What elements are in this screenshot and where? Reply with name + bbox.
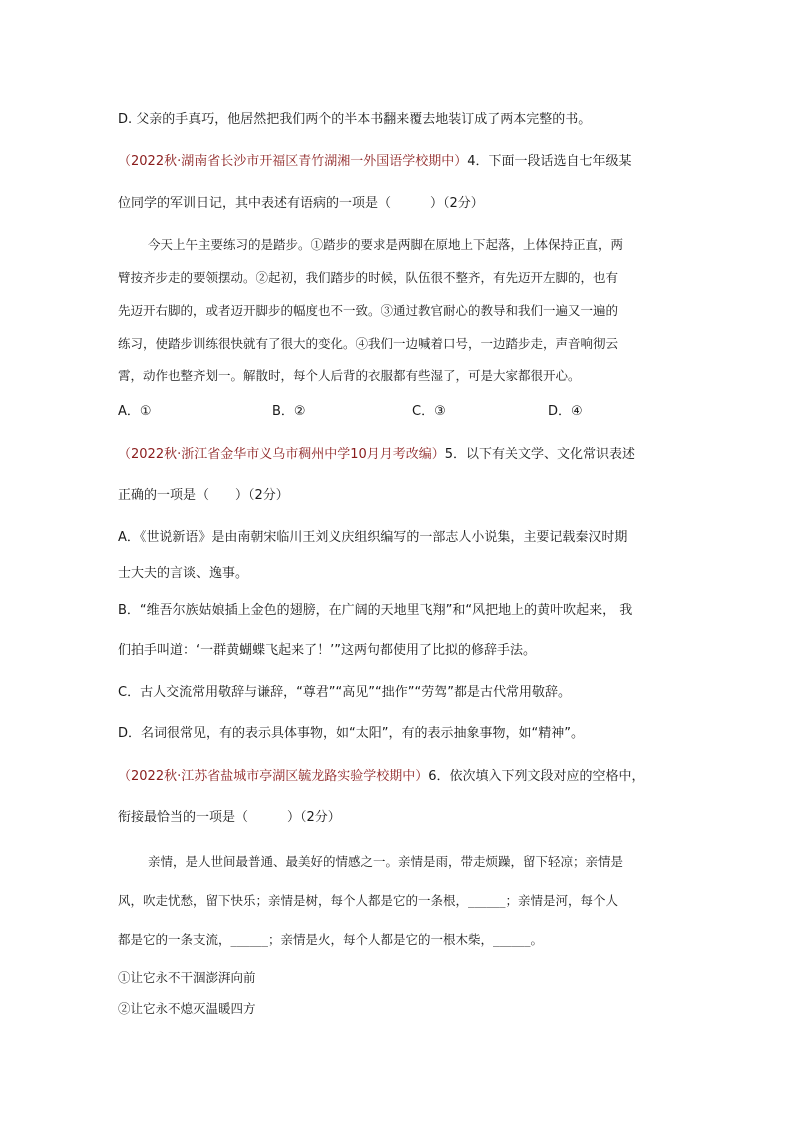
q4-passage-line: 今天上午主要练习的是踏步。①踏步的要求是两脚在原地上下起落，上体保持正直，两 bbox=[148, 237, 624, 252]
q6-passage-line: 亲情，是人世间最普通、最美好的情感之一。亲情是雨，带走烦躁，留下轻凉；亲情是 bbox=[148, 854, 624, 869]
q4-passage-line: 先迈开右脚的，或者迈开脚步的幅度也不一致。③通过教官耐心的教导和我们一遍又一遍的 bbox=[118, 303, 619, 318]
q5-option-a-cont: 士大夫的言谈、逸事。 bbox=[118, 566, 249, 581]
q5-stem-2: 正确的一项是（ ）（2分） bbox=[118, 488, 289, 503]
q4-option-c: C．③ bbox=[412, 404, 446, 419]
q5-option-b: B．“维吾尔族姑娘插上金色的翅膀，在广阔的天地里飞翔”和“风把地上的黄叶吹起来， 我 bbox=[118, 603, 633, 618]
question-5-heading bbox=[118, 443, 635, 462]
q4-passage-line: 霄，动作也整齐划一。解散时，每个人后背的衣服都有些湿了，可是大家都很开心。 bbox=[118, 368, 581, 383]
q6-passage-line: 都是它的一条支流，______；亲情是火，每个人都是它的一根木柴，______。 bbox=[118, 932, 544, 947]
q3-option-d: D. 父亲的手真巧，他居然把我们两个的半本书翻来覆去地装订成了两本完整的书。 bbox=[118, 112, 592, 127]
q5-option-d: D．名词很常见，有的表示具体事物，如“太阳”，有的表示抽象事物，如“精神”。 bbox=[118, 726, 584, 741]
q4-passage-line: 臂按齐步走的要领摆动。②起初，我们踏步的时候，队伍很不整齐，有先迈开左脚的，也有 bbox=[118, 270, 619, 285]
q4-stem-1: 4．下面一段话选自七年级某 bbox=[467, 154, 632, 169]
question-4-heading bbox=[118, 150, 632, 169]
q4-option-b: B．② bbox=[272, 404, 306, 419]
q4-option-d: D．④ bbox=[548, 404, 583, 419]
q5-option-c: C．古人交流常用敬辞与谦辞，“尊君”“高见”“拙作”“劳驾”都是古代常用敬辞。 bbox=[118, 685, 571, 700]
q4-option-a: A．① bbox=[118, 404, 152, 419]
q5-option-a: A．《世说新语》是由南朝宋临川王刘义庆组织编写的一部志人小说集，主要记载秦汉时期 bbox=[118, 530, 628, 545]
q6-stem-1: 6．依次填入下列文段对应的空格中， bbox=[428, 769, 645, 784]
q4-passage-line: 练习，使踏步训练很快就有了很大的变化。④我们一边喊着口号，一边踏步走，声音响彻云 bbox=[118, 336, 619, 351]
q5-stem-1: 5．以下有关文学、文化常识表述 bbox=[444, 447, 636, 462]
q6-item-2: ②让它永不熄灭温暖四方 bbox=[118, 1001, 256, 1016]
q4-source: （2022秋·湖南省长沙市开福区青竹湖湘一外国语学校期中） bbox=[118, 154, 468, 169]
q4-stem-2: 位同学的军训日记，其中表述有语病的一项是（ ）（2分） bbox=[118, 196, 484, 211]
q6-stem-2: 衔接最恰当的一项是（ ）（2分） bbox=[118, 810, 341, 825]
q6-item-1: ①让它永不干涸澎湃向前 bbox=[118, 970, 256, 985]
q5-source: （2022秋·浙江省金华市义乌市稠州中学10月月考改编） bbox=[118, 447, 445, 462]
q5-option-b-cont: 们拍手叫道：‘一群黄蝴蝶飞起来了！’”这两句都使用了比拟的修辞手法。 bbox=[118, 643, 536, 658]
q6-source: （2022秋·江苏省盐城市亭湖区毓龙路实验学校期中） bbox=[118, 769, 429, 784]
question-6-heading bbox=[118, 765, 645, 784]
q6-passage-line: 风，吹走忧愁，留下快乐；亲情是树，每个人都是它的一条根，______；亲情是河，每个人 bbox=[118, 893, 619, 908]
